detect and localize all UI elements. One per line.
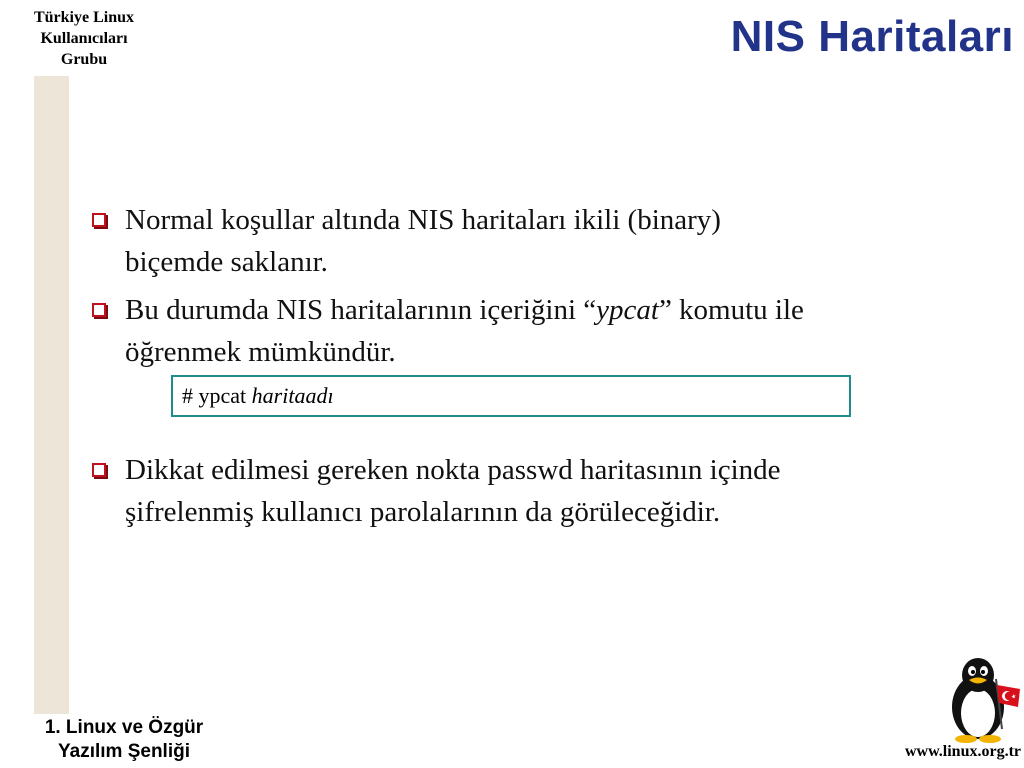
org-line-2: Kullanıcıları — [40, 30, 128, 47]
bullet-line: şifrelenmiş kullanıcı parolalarının da görüleceğidir. — [125, 496, 721, 528]
bullet-text-segment: ” komutu ile — [658, 294, 804, 326]
command-name: ypcat — [596, 294, 659, 326]
slide-title: NIS Haritaları — [730, 12, 1014, 61]
code-argument: haritaadı — [251, 383, 334, 408]
square-bullet-icon — [92, 463, 106, 477]
square-bullet-icon — [92, 303, 106, 317]
website-url: www.linux.org.tr — [905, 743, 1021, 760]
bullet-item — [88, 289, 948, 373]
bullet-text-segment: Bu durumda NIS haritalarının içeriğini “ — [125, 294, 597, 326]
event-line-1: 1. Linux ve Özgür — [44, 717, 204, 738]
event-name — [6, 716, 242, 764]
organization-name — [6, 7, 162, 70]
square-bullet-icon — [92, 213, 106, 227]
bullet-line — [125, 289, 948, 331]
org-line-1: Türkiye Linux — [33, 9, 135, 26]
decorative-side-bar — [34, 76, 69, 714]
bullet-line: Normal koşullar altında NIS haritaları ikili (binary) — [125, 204, 721, 236]
bullet-line: Dikkat edilmesi gereken nokta passwd haritasının içinde — [125, 454, 781, 486]
code-command: # ypcat — [182, 383, 252, 408]
bullet-item — [88, 199, 948, 283]
bullet-list — [88, 199, 948, 539]
org-line-3: Grubu — [60, 51, 108, 68]
bullet-line: öğrenmek mümkündür. — [125, 336, 396, 368]
bullet-line: biçemde saklanır. — [125, 246, 328, 278]
bullet-item — [88, 449, 948, 533]
event-line-2: Yazılım Şenliği — [58, 741, 190, 762]
tux-penguin-with-turkish-flag-icon — [940, 655, 1022, 743]
code-example-box — [171, 375, 851, 417]
